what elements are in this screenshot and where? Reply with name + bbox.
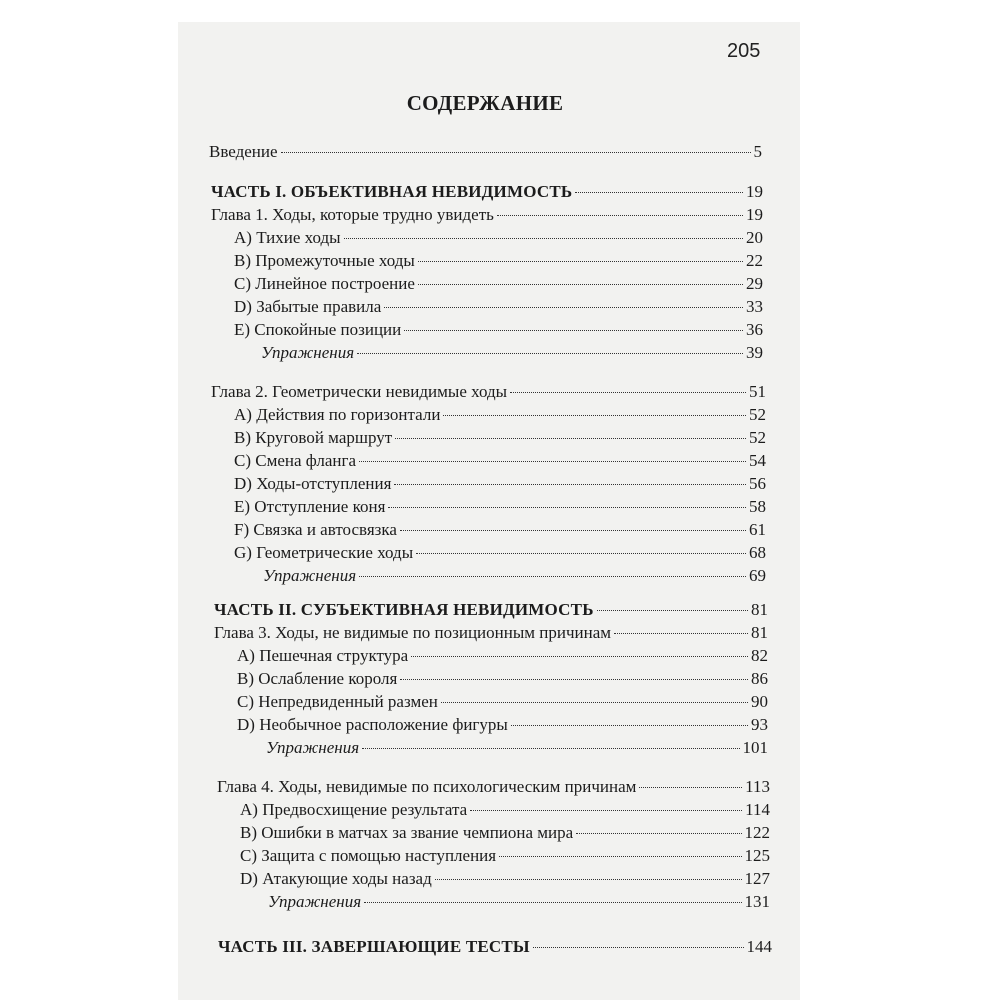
toc-entry-page: 90 [751,692,768,711]
toc-part [211,182,763,202]
toc-entry-page: 86 [751,669,768,688]
toc-entry-page: 113 [745,777,770,796]
toc-entry-label: Глава 3. Ходы, не видимые по позиционным причинам [214,623,612,642]
toc-section [234,320,763,340]
toc-entry-page: 51 [749,382,766,401]
toc-entry-label: А) Тихие ходы [234,228,341,247]
toc-section [240,800,770,820]
toc-entry-page: 29 [746,274,763,293]
toc-entry-page: 19 [746,205,763,224]
toc-entry-label: G) Геометрические ходы [234,543,414,562]
toc-entry [209,142,762,162]
toc-entry-label: А) Действия по горизонтали [234,405,441,424]
dot-leader [404,330,743,331]
dot-leader [511,725,748,726]
toc-entry-page: 81 [751,600,768,619]
toc-section [240,823,770,843]
toc-entry-page: 5 [753,142,762,161]
toc-entry-page: 58 [749,497,766,516]
toc-entry-page: 125 [744,846,770,865]
dot-leader [411,656,748,657]
toc-entry-label: Е) Отступление коня [234,497,386,516]
toc-entry-label: D) Необычное расположение фигуры [237,715,508,734]
dot-leader [281,152,751,153]
dot-leader [497,215,743,216]
toc-part [214,600,768,620]
toc-entry-page: 131 [744,892,770,911]
toc-chapter [211,205,763,225]
toc-entry-page: 54 [749,451,766,470]
toc-entry-label: Упражнения [266,738,360,757]
toc-entry-label: ЧАСТЬ II. СУБЪЕКТИВНАЯ НЕВИДИМОСТЬ [214,600,594,619]
toc-section [234,543,766,563]
toc-entry-page: 33 [746,297,763,316]
toc-entry-page: 20 [746,228,763,247]
dot-leader [344,238,743,239]
toc-title: СОДЕРЖАНИЕ [406,91,564,115]
toc-section [234,297,763,317]
toc-chapter [214,623,768,643]
toc-entry-label: D) Ходы-отступления [234,474,392,493]
toc-entry-page: 68 [749,543,766,562]
toc-entry-page: 39 [746,343,763,362]
toc-section [234,274,763,294]
toc-section [234,251,763,271]
toc-entry-label: D) Атакующие ходы назад [240,869,432,888]
toc-entry-page: 22 [746,251,763,270]
toc-section [237,646,768,666]
dot-leader [443,415,746,416]
dot-leader [533,947,744,948]
toc-section [237,692,768,712]
toc-section [237,715,768,735]
toc-section [240,846,770,866]
toc-entry-label: ЧАСТЬ III. ЗАВЕРШАЮЩИЕ ТЕСТЫ [218,937,530,956]
dot-leader [499,856,741,857]
toc-entry-label: ЧАСТЬ I. ОБЪЕКТИВНАЯ НЕВИДИМОСТЬ [211,182,573,201]
toc-entry-label: С) Защита с помощью наступления [240,846,497,865]
dot-leader [400,679,748,680]
toc-entry-page: 122 [744,823,770,842]
toc-section [234,228,763,248]
dot-leader [416,553,746,554]
toc-entry-page: 81 [751,623,768,642]
toc-entry-label: В) Ошибки в матчах за звание чемпиона мира [240,823,574,842]
toc-entry-page: 101 [742,738,768,757]
toc-entry-page: 93 [751,715,768,734]
toc-section [234,428,766,448]
toc-entry-page: 19 [746,182,763,201]
toc-section [234,520,766,540]
toc-entry-page: 127 [744,869,770,888]
dot-leader [418,284,743,285]
dot-leader [435,879,742,880]
toc-entry-page: 82 [751,646,768,665]
toc-section [234,474,766,494]
toc-exercises [266,738,768,758]
toc-section [237,669,768,689]
toc-entry-label: А) Предвосхищение результата [240,800,468,819]
toc-entry-label: Глава 2. Геометрически невидимые ходы [211,382,508,401]
toc-section [234,405,766,425]
dot-leader [418,261,743,262]
toc-entry-page: 144 [746,937,772,956]
dot-leader [388,507,746,508]
toc-entry-label: А) Пешечная структура [237,646,409,665]
toc-entry-label: Упражнения [268,892,362,911]
toc-entry-label: С) Смена фланга [234,451,357,470]
dot-leader [384,307,743,308]
dot-leader [597,610,748,611]
dot-leader [362,748,739,749]
toc-entry-label: Глава 1. Ходы, которые трудно увидеть [211,205,494,224]
page-number: 205 [727,40,761,62]
toc-exercises [268,892,770,912]
toc-section [234,497,766,517]
toc-chapter [217,777,770,797]
toc-entry-label: Е) Спокойные позиции [234,320,402,339]
dot-leader [470,810,742,811]
toc-section [240,869,770,889]
toc-entry-page: 61 [749,520,766,539]
toc-entry-label: F) Связка и автосвязка [234,520,397,539]
dot-leader [510,392,746,393]
toc-entry-label: D) Забытые правила [234,297,382,316]
dot-leader [400,530,746,531]
toc-entry-label: В) Ослабление короля [237,669,398,688]
toc-entry-label: Упражнения [263,566,357,585]
dot-leader [359,461,746,462]
toc-entry-label: С) Непредвиденный размен [237,692,438,711]
dot-leader [639,787,742,788]
dot-leader [614,633,748,634]
toc-entry-page: 56 [749,474,766,493]
dot-leader [575,192,743,193]
toc-entry-label: В) Круговой маршрут [234,428,393,447]
toc-chapter [211,382,766,402]
toc-entry-label: Упражнения [261,343,355,362]
toc-entry-label: С) Линейное построение [234,274,415,293]
toc-entry-page: 69 [749,566,766,585]
dot-leader [357,353,743,354]
toc-exercises [261,343,763,363]
dot-leader [359,576,746,577]
dot-leader [576,833,741,834]
toc-exercises [263,566,766,586]
toc-entry-page: 52 [749,405,766,424]
dot-leader [441,702,748,703]
toc-entry-page: 114 [745,800,770,819]
dot-leader [364,902,741,903]
toc-section [234,451,766,471]
toc-part [218,937,772,957]
toc-entry-page: 36 [746,320,763,339]
toc-entry-page: 52 [749,428,766,447]
dot-leader [394,484,746,485]
toc-entry-label: В) Промежуточные ходы [234,251,415,270]
dot-leader [395,438,746,439]
toc-entry-label: Глава 4. Ходы, невидимые по психологическим причинам [217,777,637,796]
toc-entry-label: Введение [209,142,278,161]
